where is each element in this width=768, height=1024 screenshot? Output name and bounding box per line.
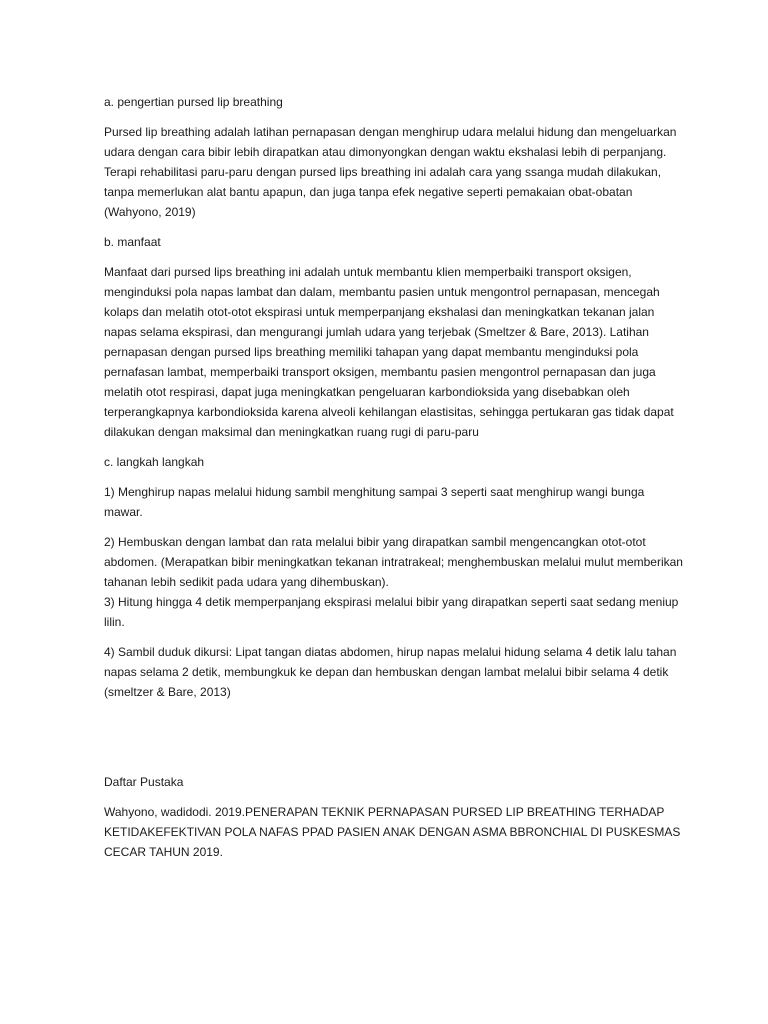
section-a-body: Pursed lip breathing adalah latihan pernapasan dengan menghirup udara melalui hidung dan mengeluarkan udara dengan cara bibir lebih dirapatkan atau dimonyongkan dengan waktu ekshalasi lebih di perpanjang. Terapi rehabilitasi paru-paru dengan pursed lips breathing ini adalah cara yang ssanga mudah dilakukan, tanpa memerlukan alat bantu apapun, dan juga tanpa efek negative seperti pemakaian obat-obatan (Wahyono, 2019) [104, 125, 677, 219]
spacer [104, 712, 684, 772]
section-b-heading: b. manfaat [104, 235, 161, 249]
step-2: 2) Hembuskan dengan lambat dan rata melalui bibir yang dirapatkan sambil mengencangkan otot-otot abdomen. (Merapatkan bibir meningkatkan tekanan intratrakeal; menghembuskan melalui mulut memberikan tahanan lebih sedikit pada udara yang dihembuskan). [104, 535, 683, 589]
document-page [104, 92, 684, 872]
bibliography-entry: Wahyono, wadidodi. 2019.PENERAPAN TEKNIK PERNAPASAN PURSED LIP BREATHING TERHADAP KETIDAKEFEKTIVAN POLA NAFAS PPAD PASIEN ANAK DENGAN ASMA BBRONCHIAL DI PUSKESMAS CECAR TAHUN 2019. [104, 805, 681, 859]
section-b-body: Manfaat dari pursed lips breathing ini adalah untuk membantu klien memperbaiki transport oksigen, menginduksi pola napas lambat dan dalam, membantu pasien untuk mengontrol pernapasan, mencegah kolaps dan melatih otot-otot ekspirasi untuk memperpanjang ekshalasi dan meningkatkan tekanan jalan napas selama ekspirasi, dan mengurangi jumlah udara yang terjebak (Smeltzer & Bare, 2013). Latihan pernapasan dengan pursed lips breathing memiliki tahapan yang dapat membantu menginduksi pola pernafasan lambat, memperbaiki transport oksigen, membantu pasien mengontrol pernapasan dan juga melatih otot respirasi, dapat juga meningkatkan pengeluaran karbondioksida yang disebabkan oleh terperangkapnya karbondioksida karena alveoli kehilangan elastisitas, sehingga pertukaran gas tidak dapat dilakukan dengan maksimal dan meningkatkan ruang rugi di paru-paru [104, 265, 674, 439]
step-4: 4) Sambil duduk dikursi: Lipat tangan diatas abdomen, hirup napas melalui hidung selama 4 detik lalu tahan napas selama 2 detik, membungkuk ke depan dan hembuskan dengan lambat melalui bibir selama 4 detik (smeltzer & Bare, 2013) [104, 645, 677, 699]
step-1: 1) Menghirup napas melalui hidung sambil menghitung sampai 3 seperti saat menghirup wangi bunga mawar. [104, 485, 645, 519]
section-c-heading: c. langkah langkah [104, 455, 205, 469]
bibliography-heading: Daftar Pustaka [104, 775, 184, 789]
step-3: 3) Hitung hingga 4 detik memperpanjang ekspirasi melalui bibir yang dirapatkan seperti saat sedang meniup lilin. [104, 595, 679, 629]
section-a-heading: a. pengertian pursed lip breathing [104, 95, 283, 109]
